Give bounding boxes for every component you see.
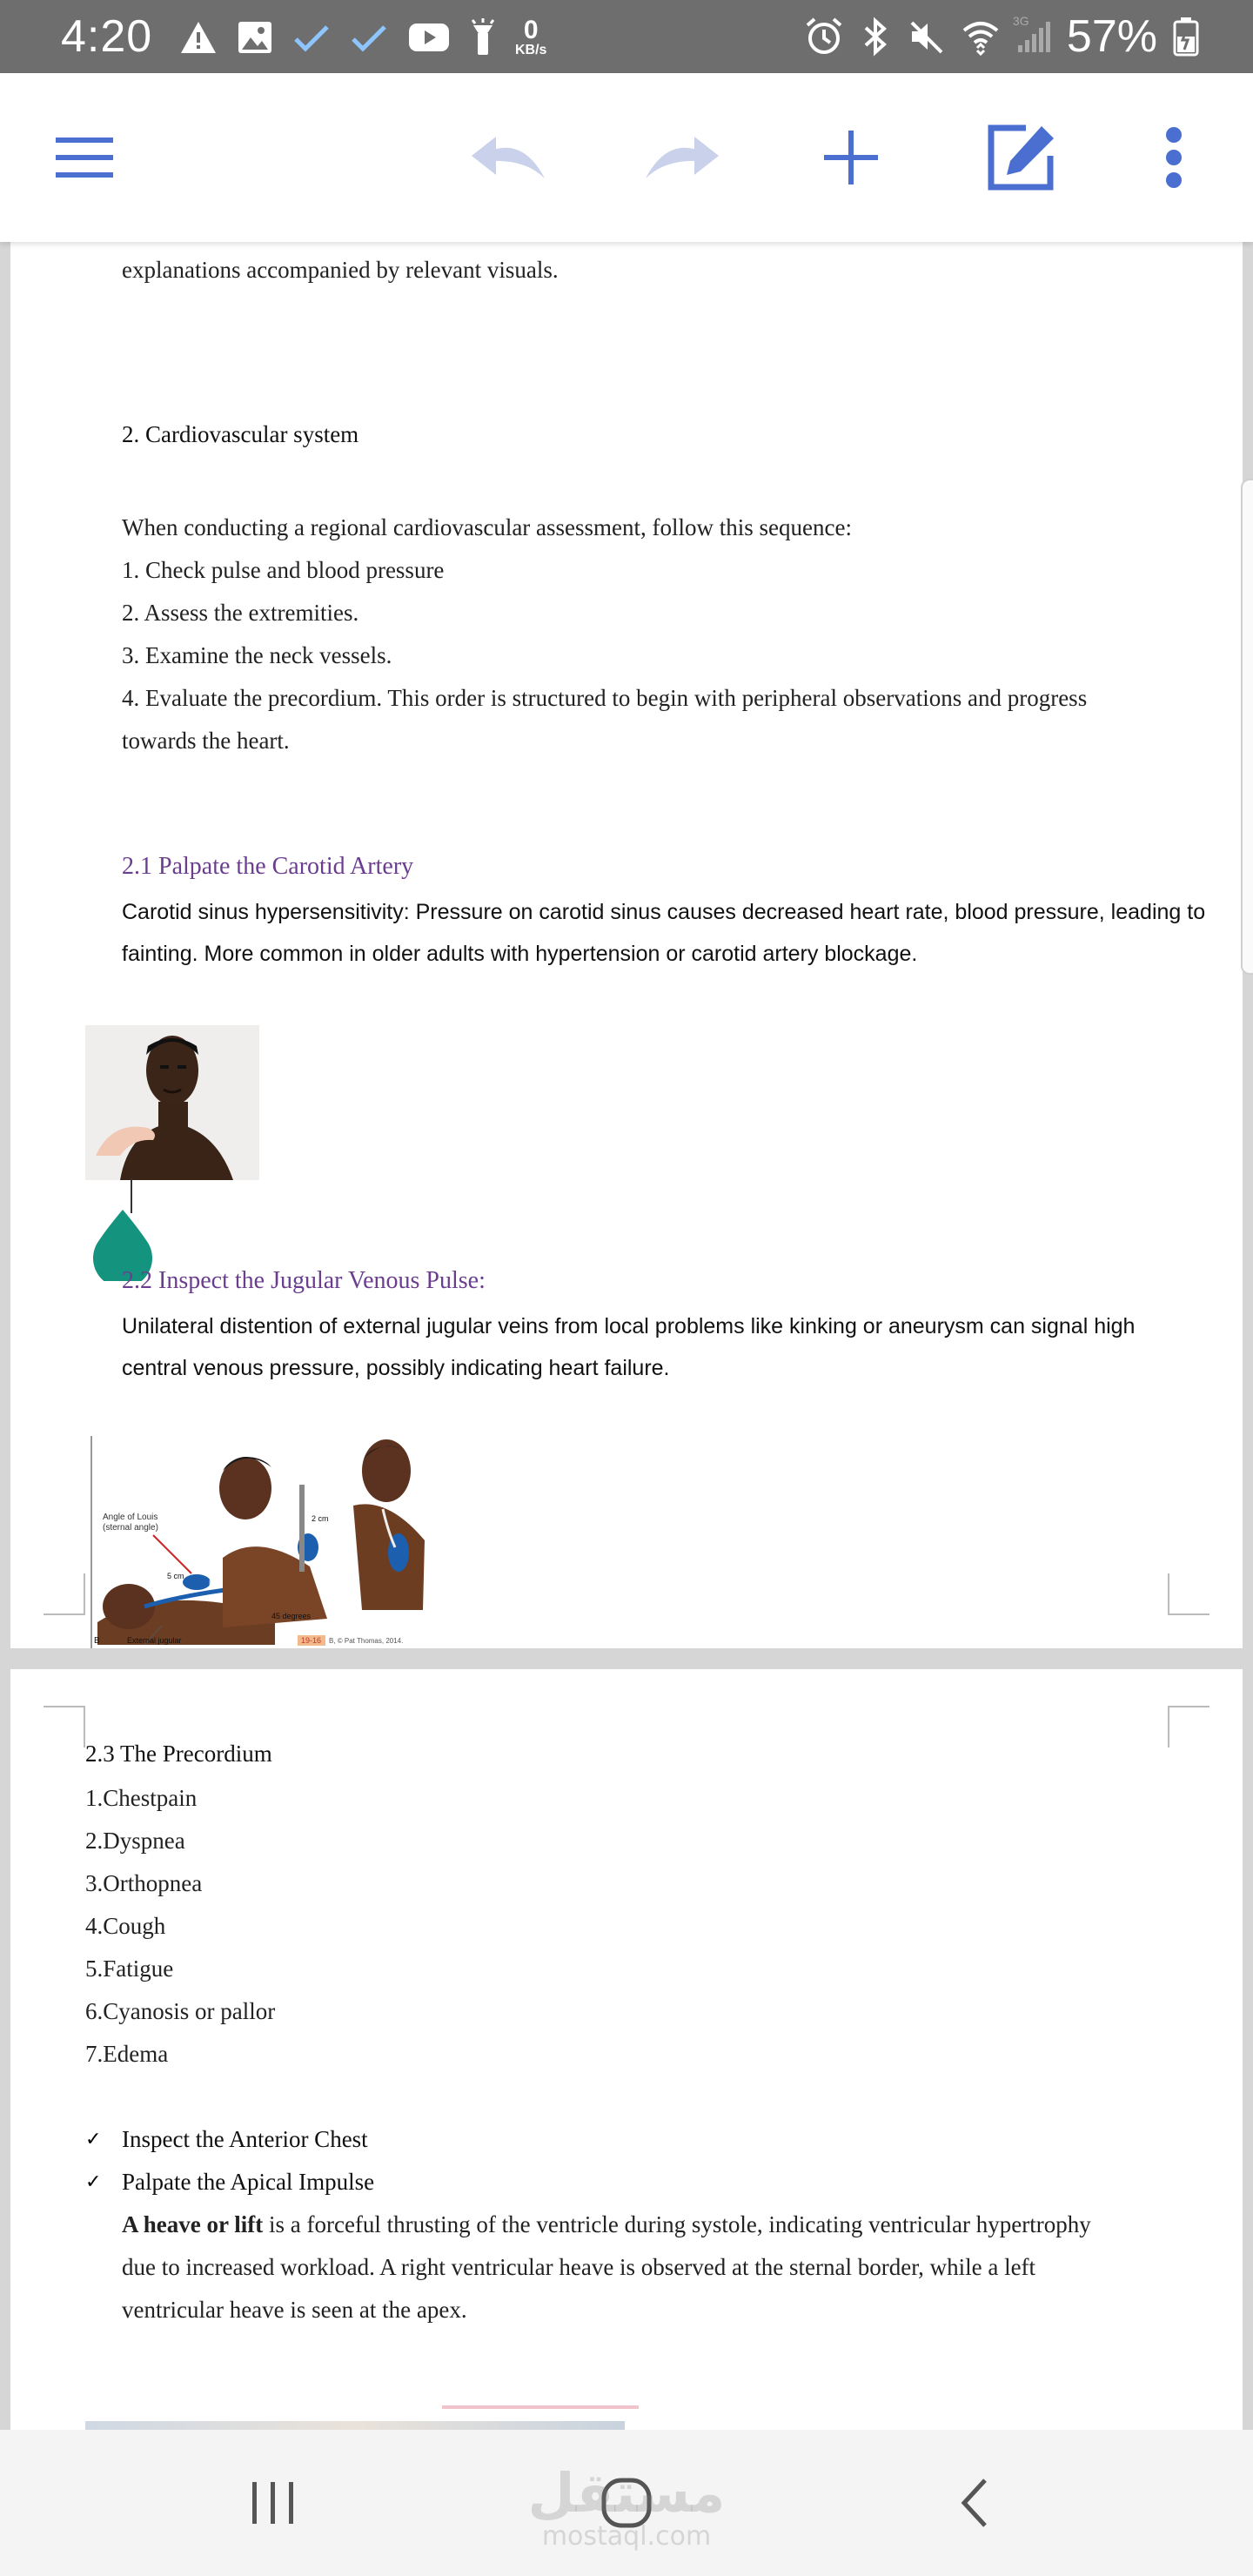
document-page-1[interactable] — [10, 242, 1243, 1648]
status-bar — [0, 0, 1253, 73]
heave-paragraph-line: due to increased workload. A right ventricular heave is observed at the sternal border, while a left — [122, 2254, 1036, 2280]
checklist — [85, 2118, 374, 2204]
heave-definition: is a forceful thrusting of the ventricle during systole, indicating ventricular hypertrophy — [263, 2211, 1091, 2237]
more-options-button[interactable] — [1126, 73, 1222, 242]
jugular-figure[interactable] — [90, 1436, 435, 1648]
flashlight-icon — [470, 18, 496, 57]
bluetooth-icon — [860, 17, 891, 57]
symptom-item: 1.Chestpain — [85, 1785, 198, 1811]
battery-percent: 57% — [1066, 11, 1157, 62]
heading-jugular-venous-pulse: 2.2 Inspect the Jugular Venous Pulse: — [122, 1267, 486, 1294]
checkmark-icon: ✓ — [85, 2129, 102, 2150]
alarm-icon — [804, 17, 844, 57]
intro-line: explanations accompanied by relevant visuals. — [122, 257, 559, 283]
checklist-item — [85, 2161, 374, 2204]
network-type-label: 3G — [1012, 14, 1029, 28]
back-icon — [957, 2477, 992, 2529]
recent-apps-button[interactable] — [204, 2430, 343, 2576]
document-page-2[interactable] — [10, 1669, 1243, 2539]
step-item: 4. Evaluate the precordium. This order is structured to begin with peripheral observations and progress — [122, 685, 1088, 711]
checklist-item-label: Inspect the Anterior Chest — [122, 2126, 368, 2152]
battery-icon — [1173, 17, 1199, 57]
recent-apps-icon — [249, 2480, 298, 2526]
edit-icon — [988, 123, 1057, 192]
page-crop-mark — [44, 1706, 85, 1748]
step-item: 2. Assess the extremities. — [122, 600, 359, 626]
watermark-latin: mostaql.com — [541, 2521, 712, 2552]
fig-label-45-degrees: 45 degrees — [271, 1612, 312, 1620]
edit-button[interactable] — [975, 73, 1070, 242]
fig-label-5cm: 5 cm — [167, 1572, 184, 1580]
jugular-text: Unilateral distention of external jugular veins from local problems like kinking or aneurysm can signal high — [122, 1314, 1136, 1338]
add-button[interactable] — [803, 73, 899, 242]
symptom-item: 6.Cyanosis or pallor — [85, 1998, 276, 2024]
checkmark-icon: ✓ — [85, 2171, 102, 2193]
heading-precordium: 2.3 The Precordium — [85, 1741, 272, 1767]
symptom-item: 2.Dyspnea — [85, 1828, 185, 1854]
menu-button[interactable] — [37, 73, 132, 242]
carotid-palpation-photo[interactable] — [85, 1025, 259, 1180]
step-item: 3. Examine the neck vessels. — [122, 642, 392, 668]
jugular-figure-illustration — [92, 1436, 435, 1648]
heave-term: A heave or lift — [122, 2211, 264, 2237]
mute-icon — [907, 17, 945, 56]
gallery-icon — [237, 20, 273, 55]
carotid-text: fainting. More common in older adults with hypertension or carotid artery blockage. — [122, 942, 918, 966]
notification-icons — [179, 16, 546, 59]
watermark — [487, 2463, 766, 2550]
carotid-text: Carotid sinus hypersensitivity: Pressure on carotid sinus causes decreased heart rate, blood pressure, leading to — [122, 900, 1206, 924]
selection-indicator — [442, 2405, 639, 2409]
page-crop-mark — [1168, 1573, 1209, 1615]
fig-credit: B, © Pat Thomas, 2014. — [329, 1637, 404, 1645]
youtube-icon — [407, 20, 451, 55]
fig-label-2cm: 2 cm — [312, 1514, 329, 1523]
watermark-arabic: مستقل — [527, 2461, 726, 2525]
fig-label-external-jugular: External jugular — [127, 1636, 182, 1645]
checklist-item — [85, 2118, 374, 2161]
step-item: 1. Check pulse and blood pressure — [122, 557, 445, 583]
partial-image-strip — [85, 2421, 625, 2430]
more-vert-icon — [1163, 126, 1184, 189]
wifi-icon — [961, 17, 1001, 57]
warning-icon — [179, 20, 218, 55]
fig-number: 19-16 — [301, 1636, 322, 1645]
symptom-item: 7.Edema — [85, 2041, 169, 2067]
plus-icon — [822, 129, 880, 186]
network-speed — [515, 17, 546, 57]
check-icon — [292, 20, 331, 55]
jugular-text: central venous pressure, possibly indicating heart failure. — [122, 1356, 670, 1380]
system-icons — [804, 10, 1199, 63]
fig-label-ra: RA — [209, 1579, 220, 1587]
undo-button[interactable] — [461, 73, 557, 242]
fig-label-angle-of-louis: Angle of Louis — [103, 1513, 158, 1522]
fig-label-sternal-angle: (sternal angle) — [103, 1523, 158, 1533]
signal-indicator — [1012, 14, 1051, 54]
heading-palpate-carotid: 2.1 Palpate the Carotid Artery — [122, 853, 414, 880]
network-speed-value: 0 — [523, 16, 539, 44]
section-heading-cardiovascular: 2. Cardiovascular system — [122, 421, 359, 447]
carotid-photo-illustration — [85, 1025, 259, 1180]
redo-icon — [642, 131, 720, 184]
check-icon — [350, 20, 388, 55]
scrollbar[interactable] — [1241, 479, 1253, 975]
symptom-item: 5.Fatigue — [85, 1955, 174, 1982]
checklist-item-label: Palpate the Apical Impulse — [122, 2169, 375, 2195]
heave-paragraph-line — [122, 2204, 1091, 2246]
fig-label-panel: B — [94, 1636, 100, 1646]
page-crop-mark — [44, 1573, 85, 1615]
document-toolbar — [0, 73, 1253, 242]
step-item: towards the heart. — [122, 728, 290, 754]
symptom-item: 3.Orthopnea — [85, 1870, 203, 1896]
network-speed-unit: KB/s — [515, 43, 547, 57]
undo-icon — [470, 131, 548, 184]
hamburger-menu-icon — [54, 136, 115, 179]
clock: 4:20 — [61, 11, 153, 62]
sequence-intro: When conducting a regional cardiovascular assessment, follow this sequence: — [122, 514, 852, 540]
back-button[interactable] — [905, 2430, 1044, 2576]
heave-paragraph-line: ventricular heave is seen at the apex. — [122, 2297, 467, 2323]
page-crop-mark — [1168, 1706, 1209, 1748]
symptom-item: 4.Cough — [85, 1913, 166, 1939]
redo-button[interactable] — [633, 73, 729, 242]
